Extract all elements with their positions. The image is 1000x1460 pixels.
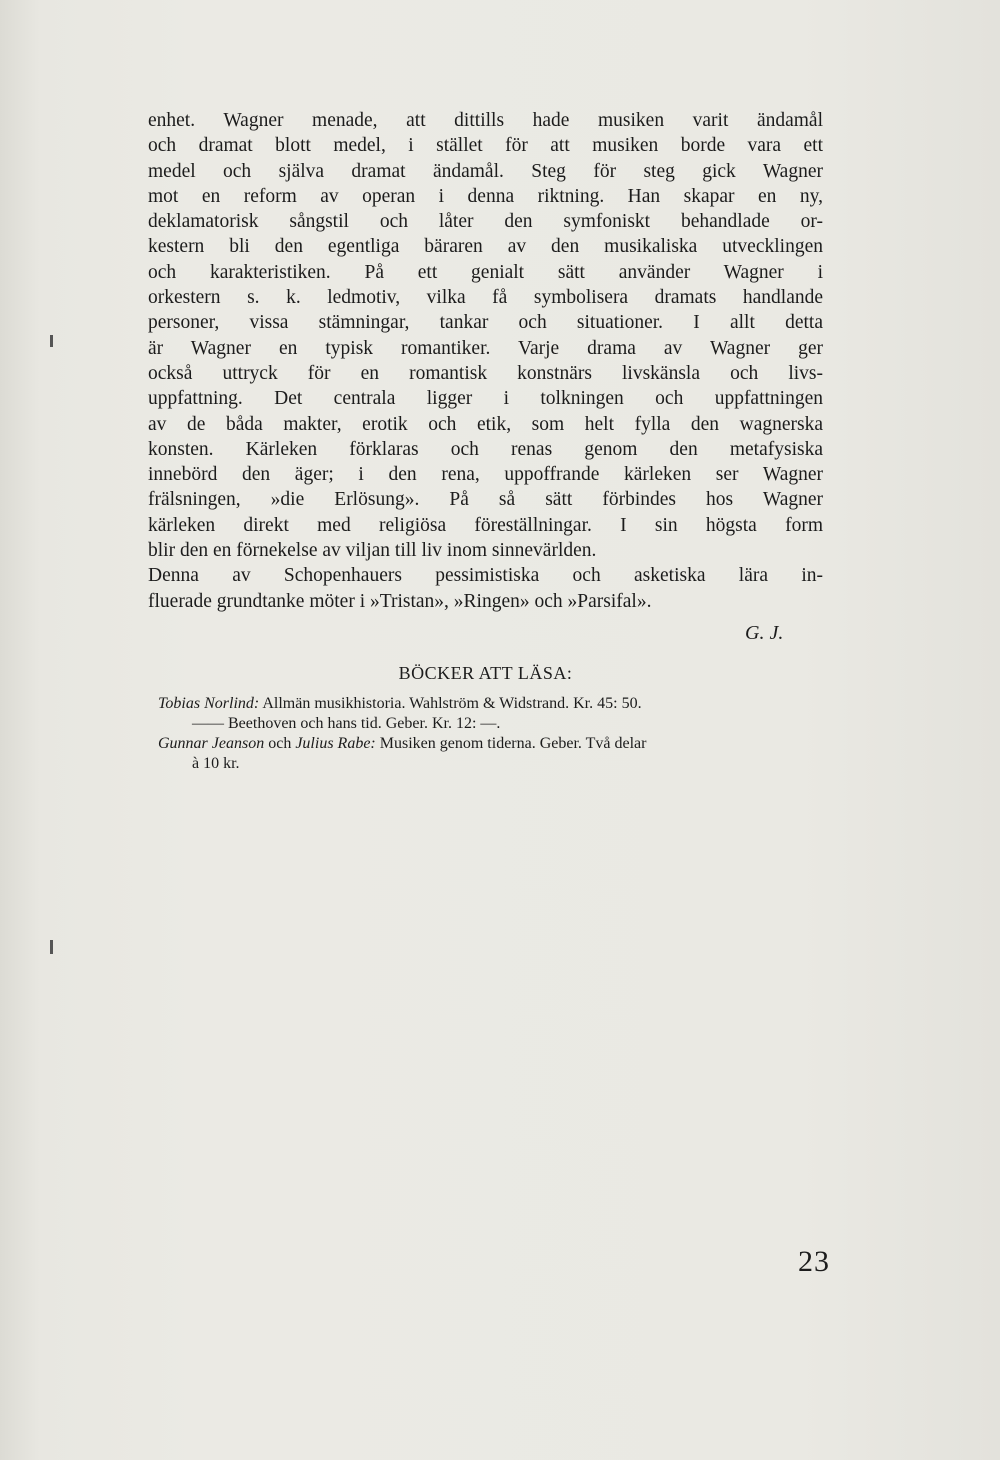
article-body [148, 108, 823, 614]
text-line: enhet. Wagner menade, att dittills hade musiken varit ändamål [148, 110, 823, 131]
book-author: Gunnar Jeanson [158, 735, 265, 752]
text-line: medel och själva dramat ändamål. Steg för steg gick Wagner [148, 160, 823, 182]
text-line: kestern bli den egentliga bäraren av den musikaliska utvecklingen [148, 236, 823, 258]
book-list [158, 694, 823, 774]
book-entry-continuation: à 10 kr. [192, 755, 240, 772]
text-line: deklamatorisk sångstil och låter den symfoniskt behandlade or- [148, 211, 823, 233]
text-line: konsten. Kärleken förklaras och renas genom den metafysiska [148, 438, 823, 460]
text-line: av de båda makter, erotik och etik, som helt fylla den wagnerska [148, 413, 823, 435]
text-line: kärleken direkt med religiösa föreställningar. I sin högsta form [148, 514, 823, 536]
text-line: blir den en förnekelse av viljan till liv inom sinnevärlden. [148, 540, 597, 562]
books-heading: BÖCKER ATT LÄSA: [398, 663, 573, 683]
book-author: Julius Rabe: [295, 735, 376, 752]
book-entry [158, 694, 823, 714]
book-entry [158, 714, 823, 734]
text-line: orkestern s. k. ledmotiv, vilka få symbolisera dramats handlande [148, 287, 823, 309]
book-author-connector: och [264, 735, 296, 752]
book-details: Allmän musikhistoria. Wahlström & Widstrand. Kr. 45: 50. [259, 695, 642, 712]
book-details: —— Beethoven och hans tid. Geber. Kr. 12: —. [192, 715, 501, 732]
page-number: 23 [798, 1245, 830, 1278]
binding-mark [50, 940, 53, 954]
text-line: mot en reform av operan i denna riktning. Han skapar en ny, [148, 185, 823, 207]
text-line: personer, vissa stämningar, tankar och situationer. I allt detta [148, 312, 823, 334]
text-line: och dramat blott medel, i stället för att musiken borde vara ett [148, 135, 823, 157]
book-entry [158, 734, 823, 754]
book-author: Tobias Norlind: [158, 695, 260, 712]
text-line: också uttryck för en romantisk konstnärs livskänsla och livs- [148, 362, 823, 384]
author-signature: G. J. [745, 622, 784, 644]
binding-mark [50, 335, 53, 347]
text-line: Denna av Schopenhauers pessimistiska och asketiska lära in- [148, 565, 823, 587]
text-line: innebörd den äger; i den rena, uppoffrande kärleken ser Wagner [148, 464, 823, 486]
text-line: uppfattning. Det centrala ligger i tolkningen och uppfattningen [148, 388, 823, 410]
text-line: frälsningen, »die Erlösung». På så sätt förbindes hos Wagner [148, 489, 823, 511]
book-details: Musiken genom tiderna. Geber. Två delar [375, 735, 647, 752]
text-line: fluerade grundtanke möter i »Tristan», »Ringen» och »Parsifal». [148, 590, 652, 612]
text-line: är Wagner en typisk romantiker. Varje drama av Wagner ger [148, 337, 823, 359]
text-line: och karakteristiken. På ett genialt sätt använder Wagner i [148, 261, 823, 283]
